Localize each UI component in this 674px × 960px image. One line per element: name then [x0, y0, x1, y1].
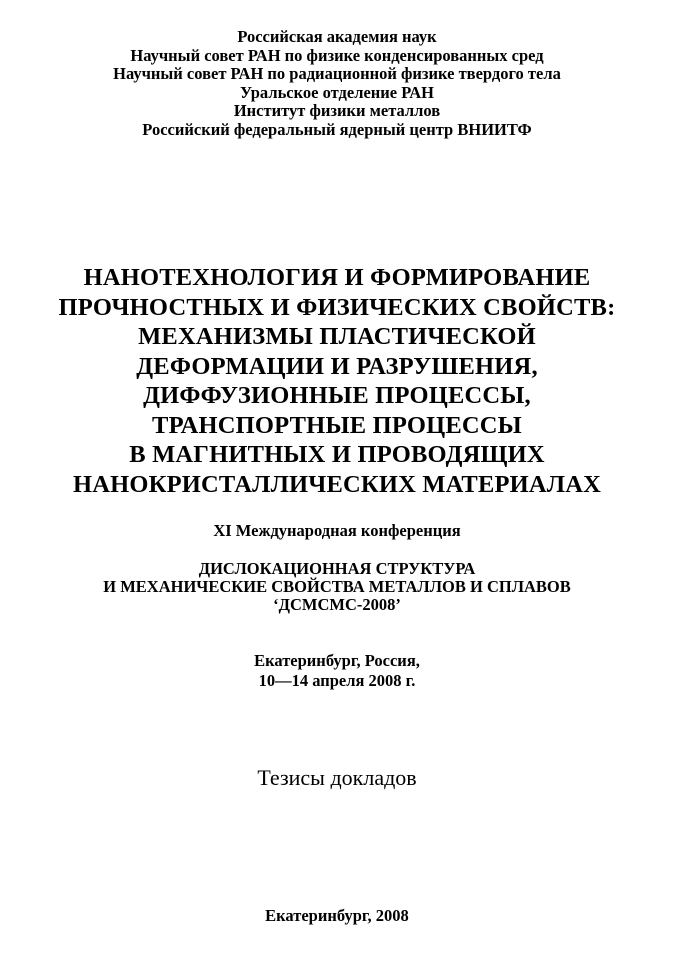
organization-line: Российская академия наук [237, 27, 437, 46]
title-line: НАНОТЕХНОЛОГИЯ И ФОРМИРОВАНИЕ [83, 264, 591, 291]
organization-line: Уральское отделение РАН [240, 82, 434, 102]
document-type-line: Тезисы докладов [257, 765, 417, 790]
conference-line: XI Международная конференция [213, 521, 461, 540]
title-line: ДЕФОРМАЦИИ И РАЗРУШЕНИЯ, [136, 352, 538, 380]
footer-line: Екатеринбург, 2008 [265, 906, 409, 925]
conference-name [0, 521, 674, 540]
subtitle-line: И МЕХАНИЧЕСКИЕ СВОЙСТВА МЕТАЛЛОВ И СПЛАВОВ [103, 577, 571, 596]
main-title [0, 263, 674, 499]
dates-line: 10—14 апреля 2008 г. [258, 671, 416, 690]
title-line: ТРАНСПОРТНЫЕ ПРОЦЕССЫ [152, 411, 522, 439]
title-line: НАНОКРИСТАЛЛИЧЕСКИХ МАТЕРИАЛАХ [72, 470, 602, 498]
subtitle-line: ‘ДСМСМС-2008’ [273, 595, 401, 614]
document-type [0, 765, 674, 791]
organization-line: Институт физики металлов [233, 101, 441, 120]
title-line: ПРОЧНОСТНЫХ И ФИЗИЧЕСКИХ СВОЙСТВ: [58, 293, 616, 321]
title-line: МЕХАНИЗМЫ ПЛАСТИЧЕСКОЙ [138, 323, 536, 350]
subtitle-line: ДИСЛОКАЦИОННАЯ СТРУКТУРА [198, 559, 476, 578]
title-line: В МАГНИТНЫХ И ПРОВОДЯЩИХ [129, 441, 545, 468]
organization-line: Научный совет РАН по радиационной физике твердого тела [113, 64, 561, 83]
title-line: ДИФФУЗИОННЫЕ ПРОЦЕССЫ, [143, 382, 531, 409]
publication-footer [0, 906, 674, 925]
conference-subtitle [0, 560, 674, 614]
organization-line: Российский федеральный ядерный центр ВНИИТФ [142, 119, 532, 139]
organization-line: Научный совет РАН по физике конденсированных сред [130, 45, 544, 65]
location-line: Екатеринбург, Россия, [254, 651, 420, 670]
organizations-list [0, 28, 674, 139]
place-and-dates [0, 651, 674, 691]
